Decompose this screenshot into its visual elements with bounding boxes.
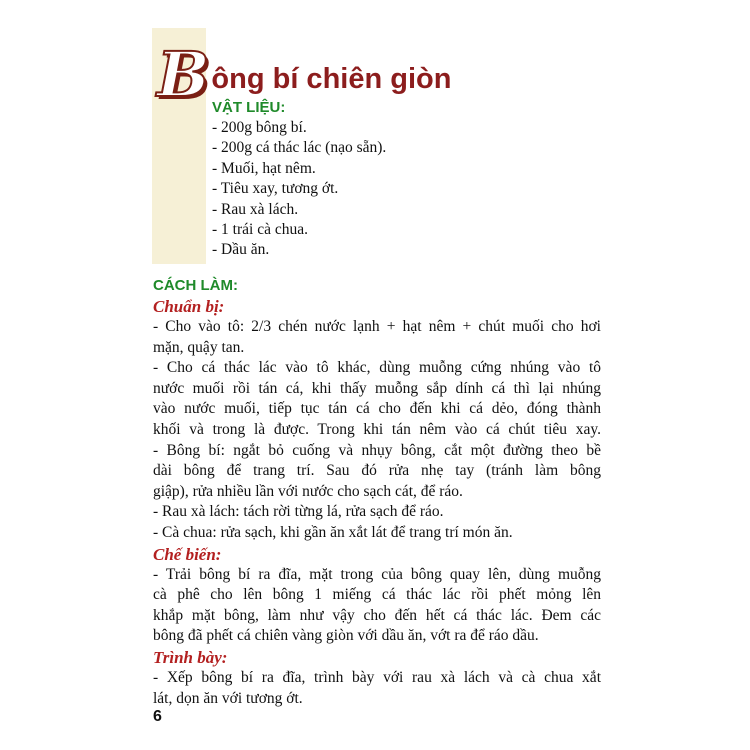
cook-line: khắp mặt bông, làm như vậy cho đến hết cá thác lác. Đem các	[153, 606, 601, 624]
prep-line: nước muối rồi tán cá, khi thấy muỗng sắp dính cá thì lại nhúng	[153, 379, 601, 397]
serve-line: - Xếp bông bí ra đĩa, trình bày với rau xà lách và cà chua xắt	[153, 668, 601, 686]
prep-line: dài bông để trang trí. Sau đó rửa nhẹ tay (tránh làm bông	[153, 462, 601, 480]
method-section	[153, 276, 601, 709]
cook-heading: Chế biến:	[153, 544, 222, 564]
cook-line: cà phê cho lên bông 1 miếng cá thác lác rồi phết mỏng lên	[153, 586, 601, 604]
prep-line: - Bông bí: ngắt bỏ cuống và nhụy bông, cắt một đường theo bề	[153, 441, 601, 459]
cook-line: - Trải bông bí ra đĩa, mặt trong của bông quay lên, dùng muỗng	[153, 565, 601, 583]
material-item: - 200g bông bí.	[212, 119, 307, 136]
prep-line: giập), rửa nhiều lần với nước cho sạch cát, để ráo.	[153, 482, 463, 500]
material-item: - Dầu ăn.	[212, 241, 270, 259]
prep-line: vào nước muối, tiếp tục tán cá cho đến khi cá dẻo, đóng thành	[153, 400, 601, 418]
prep-heading: Chuẩn bị:	[153, 297, 225, 316]
page-number: 6	[153, 708, 162, 725]
material-item: - Tiêu xay, tương ớt.	[212, 180, 339, 198]
materials-heading: VẬT LIỆU:	[212, 99, 286, 116]
prep-line: - Rau xà lách: tách rời từng lá, rửa sạch để ráo.	[153, 503, 444, 521]
prep-line: khối và trong là được. Trong khi tán nêm vào cá chút tiêu xay.	[153, 420, 601, 438]
method-heading: CÁCH LÀM:	[153, 277, 238, 294]
material-item: - 200g cá thác lác (nạo sẵn).	[212, 139, 387, 157]
title-drop-cap: B	[157, 38, 210, 111]
prep-line: - Cho cá thác lác vào tô khác, dùng muỗng cứng nhúng vào tô	[153, 359, 601, 377]
title-text: ông bí chiên giòn	[211, 63, 452, 95]
material-item: - Rau xà lách.	[212, 200, 299, 218]
prep-line: - Cho vào tô: 2/3 chén nước lạnh + hạt nêm + chút muối cho hơi	[153, 318, 601, 335]
materials-section	[212, 98, 386, 261]
prep-line: mặn, quậy tan.	[153, 338, 245, 356]
prep-line: - Cà chua: rửa sạch, khi gần ăn xắt lát để trang trí món ăn.	[153, 523, 513, 541]
material-item: - Muối, hạt nêm.	[212, 159, 316, 177]
serve-line: lát, dọn ăn với tương ớt.	[153, 689, 303, 707]
material-item: - 1 trái cà chua.	[212, 221, 308, 239]
cook-line: bông đã phết cá chiên vàng giòn với dầu ăn, vớt ra để ráo dầu.	[153, 627, 539, 645]
serve-heading: Trình bày:	[153, 647, 228, 667]
